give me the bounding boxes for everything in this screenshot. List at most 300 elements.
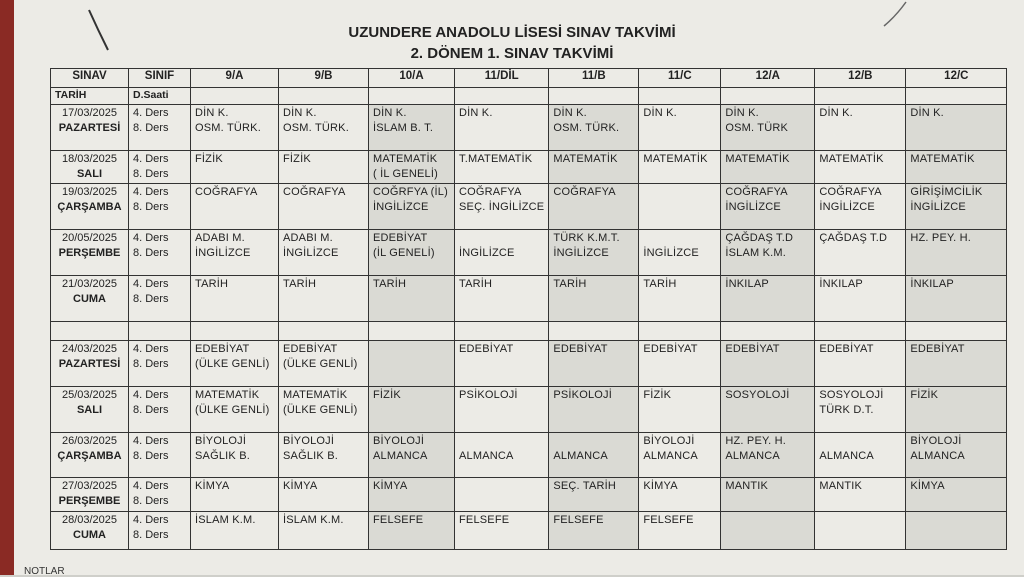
exam-subject-cell <box>906 276 1007 322</box>
exam-subject <box>819 528 901 543</box>
schedule-row <box>51 478 1007 512</box>
exam-subject-cell <box>279 230 369 276</box>
exam-date: 19/03/2025 <box>61 186 118 198</box>
exam-subject: DİN K. <box>553 107 587 119</box>
exam-subject: İNGİLİZCE <box>819 201 875 213</box>
exam-subject <box>910 403 1002 418</box>
exam-subject <box>553 528 634 543</box>
exam-subject <box>910 528 1002 543</box>
exam-date-cell <box>51 512 129 550</box>
exam-subject: MANTIK <box>819 480 863 492</box>
exam-subject <box>553 167 634 182</box>
exam-subject: EDEBİYAT <box>725 343 780 355</box>
exam-date-cell <box>51 230 129 276</box>
schedule-row <box>51 151 1007 184</box>
exam-subject <box>195 200 274 215</box>
exam-subject <box>283 167 364 182</box>
exam-day: CUMA <box>73 293 106 305</box>
exam-subject-cell <box>815 151 906 184</box>
exam-subject <box>373 342 450 357</box>
binding-edge <box>0 0 14 575</box>
exam-subject-cell <box>639 387 721 433</box>
exam-subject <box>373 292 450 307</box>
exam-subject-cell <box>191 105 279 151</box>
exam-subject-cell <box>279 341 369 387</box>
exam-subject-cell <box>549 230 639 276</box>
header-date-sub: TARİH <box>51 88 129 105</box>
exam-subject-cell <box>369 230 455 276</box>
exam-subject-cell <box>455 341 549 387</box>
exam-subject: OSM. TÜRK. <box>195 122 261 134</box>
exam-subject <box>283 528 364 543</box>
exam-subject <box>819 167 901 182</box>
exam-date: 24/03/2025 <box>61 343 118 355</box>
exam-subject: FİZİK <box>643 389 672 401</box>
lesson-hour: 8. Ders <box>133 495 169 507</box>
exam-subject <box>195 494 274 509</box>
exam-subject <box>643 357 716 372</box>
lesson-hour: 8. Ders <box>133 404 169 416</box>
exam-subject <box>643 528 716 543</box>
exam-subject: EDEBİYAT <box>459 343 514 355</box>
exam-subject: FİZİK <box>195 153 223 165</box>
exam-subject: FELSEFE <box>643 514 694 526</box>
lesson-hour: 8. Ders <box>133 201 169 213</box>
exam-subject: PSİKOLOJİ <box>553 389 612 401</box>
lesson-hour: 8. Ders <box>133 358 169 370</box>
exam-subject-cell <box>906 151 1007 184</box>
schedule-row <box>51 184 1007 230</box>
exam-schedule-table <box>50 68 1007 550</box>
exam-subject: MATEMATİK <box>373 153 438 165</box>
exam-subtitle: 2. DÖNEM 1. SINAV TAKVİMİ <box>410 45 614 62</box>
header-class-col: 12/B <box>815 69 906 88</box>
exam-subject <box>459 292 544 307</box>
exam-subject: MANTIK <box>725 480 769 492</box>
header-class-col: 9/A <box>191 69 279 88</box>
header-class-col: 10/A <box>369 69 455 88</box>
exam-subject: ADABI M. <box>283 232 333 244</box>
exam-subject: İNGİLİZCE <box>283 247 339 259</box>
exam-subject <box>910 357 1002 372</box>
exam-subject: MATEMATİK <box>910 153 975 165</box>
exam-subject-cell <box>191 433 279 478</box>
exam-subject-cell <box>455 478 549 512</box>
exam-subject: FELSEFE <box>373 514 424 526</box>
exam-subject-cell <box>279 478 369 512</box>
lesson-hour: 4. Ders <box>133 153 169 165</box>
exam-subject <box>819 513 901 528</box>
lesson-hour: 8. Ders <box>133 529 169 541</box>
exam-subject: ALMANCA <box>553 450 608 462</box>
schedule-row <box>51 433 1007 478</box>
exam-subject <box>725 357 810 372</box>
exam-subject-cell <box>639 433 721 478</box>
schedule-row <box>51 230 1007 276</box>
exam-subject-cell <box>639 105 721 151</box>
exam-subject <box>910 494 1002 509</box>
exam-subject: DİN K. <box>459 107 493 119</box>
exam-day: SALI <box>76 168 103 180</box>
exam-subject-cell <box>549 151 639 184</box>
exam-subject <box>819 292 901 307</box>
exam-subject: İNGİLİZCE <box>373 201 429 213</box>
schedule-row <box>51 105 1007 151</box>
exam-subject: PSİKOLOJİ <box>459 389 518 401</box>
exam-subject <box>459 167 544 182</box>
exam-subject-cell <box>455 276 549 322</box>
exam-subject: SOSYOLOJİ <box>819 389 884 401</box>
schedule-row <box>51 276 1007 322</box>
exam-subject-cell <box>455 105 549 151</box>
exam-subject-cell <box>369 276 455 322</box>
exam-date-cell <box>51 105 129 151</box>
exam-subject: EDEBİYAT <box>643 343 698 355</box>
header-class-col: 12/A <box>721 69 815 88</box>
exam-date-cell <box>51 151 129 184</box>
exam-subject: COĞRAFYA <box>819 186 882 198</box>
exam-subject: DİN K. <box>195 107 229 119</box>
exam-subject: SOSYOLOJİ <box>725 389 790 401</box>
exam-subject: BİYOLOJİ <box>643 435 695 447</box>
exam-subject: SAĞLIK B. <box>283 450 338 462</box>
exam-subject-cell <box>191 512 279 550</box>
exam-subject-cell <box>906 341 1007 387</box>
exam-subject-cell <box>721 387 815 433</box>
exam-day: ÇARŞAMBA <box>57 450 122 462</box>
exam-subject-cell <box>815 512 906 550</box>
lesson-hours-cell <box>129 276 191 322</box>
exam-subject-cell <box>906 184 1007 230</box>
exam-subject <box>195 292 274 307</box>
exam-subject <box>459 494 544 509</box>
lesson-hour: 4. Ders <box>133 435 169 447</box>
exam-subject <box>195 528 274 543</box>
exam-subject <box>643 167 716 182</box>
exam-subject: MATEMATİK <box>725 153 790 165</box>
exam-date: 17/03/2025 <box>61 107 118 119</box>
exam-subject-cell <box>639 478 721 512</box>
exam-subject: TARİH <box>373 278 407 290</box>
exam-date: 26/03/2025 <box>61 435 118 447</box>
lesson-hours-cell <box>129 230 191 276</box>
exam-subject: ALMANCA <box>643 450 698 462</box>
exam-subject: SEÇ. TARİH <box>553 480 617 492</box>
exam-subject: İNGİLİZCE <box>643 247 699 259</box>
exam-subject <box>643 185 716 200</box>
lesson-hour: 4. Ders <box>133 278 169 290</box>
exam-subject <box>459 121 544 136</box>
subheader-row <box>51 88 1007 105</box>
exam-subject: COĞRAFYA <box>283 186 346 198</box>
exam-subject-cell <box>279 387 369 433</box>
exam-subject <box>553 434 634 449</box>
lesson-hours-cell <box>129 151 191 184</box>
exam-subject-cell <box>369 387 455 433</box>
lesson-hours-cell <box>129 341 191 387</box>
exam-date: 28/03/2025 <box>61 514 118 526</box>
exam-subject-cell <box>721 433 815 478</box>
exam-subject: BİYOLOJİ <box>373 435 425 447</box>
exam-subject-cell <box>191 151 279 184</box>
exam-subject-cell <box>639 184 721 230</box>
exam-subject-cell <box>549 105 639 151</box>
exam-subject-cell <box>369 478 455 512</box>
exam-subject-cell <box>815 433 906 478</box>
exam-subject: GİRİŞİMCİLİK <box>910 186 983 198</box>
exam-subject: İSLAM K.M. <box>725 247 787 259</box>
notes-label: NOTLAR <box>24 566 65 577</box>
exam-subject: TARİH <box>459 278 493 290</box>
exam-date: 20/05/2025 <box>61 232 118 244</box>
exam-subject <box>373 528 450 543</box>
exam-subject: OSM. TÜRK <box>725 122 789 134</box>
exam-subject: MATEMATİK <box>553 153 618 165</box>
exam-subject: DİN K. <box>373 107 407 119</box>
exam-subject <box>195 167 274 182</box>
exam-subject-cell <box>721 151 815 184</box>
lesson-hour: 8. Ders <box>133 168 169 180</box>
exam-subject-cell <box>721 276 815 322</box>
exam-subject-cell <box>191 387 279 433</box>
exam-subject: MATEMATİK <box>283 389 348 401</box>
exam-subject: MATEMATİK <box>643 153 708 165</box>
exam-subject: EDEBİYAT <box>910 343 965 355</box>
exam-subject: COĞRAFYA <box>195 186 258 198</box>
exam-subject-cell <box>549 341 639 387</box>
exam-subject: İNKILAP <box>725 278 769 290</box>
exam-subject-cell <box>279 276 369 322</box>
exam-day: PAZARTESİ <box>58 358 121 370</box>
exam-subject-cell <box>721 478 815 512</box>
lesson-hour: 4. Ders <box>133 186 169 198</box>
exam-date: 27/03/2025 <box>61 480 118 492</box>
lesson-hours-cell <box>129 184 191 230</box>
lesson-hour: 4. Ders <box>133 343 169 355</box>
exam-subject <box>910 292 1002 307</box>
exam-subject-cell <box>815 276 906 322</box>
exam-subject-cell <box>455 433 549 478</box>
exam-subject: KİMYA <box>195 480 230 492</box>
exam-subject-cell <box>906 478 1007 512</box>
exam-subject-cell <box>906 433 1007 478</box>
header-class-col: 11/DİL <box>455 69 549 88</box>
exam-subject <box>910 167 1002 182</box>
exam-subject-cell <box>639 341 721 387</box>
exam-subject-cell <box>455 184 549 230</box>
lesson-hours-cell <box>129 512 191 550</box>
lesson-hour: 4. Ders <box>133 514 169 526</box>
exam-subject-cell <box>549 387 639 433</box>
exam-subject: İNGİLİZCE <box>459 247 515 259</box>
lesson-hour: 8. Ders <box>133 247 169 259</box>
exam-subject: TARİH <box>553 278 587 290</box>
exam-subject: İNKILAP <box>910 278 954 290</box>
exam-subject-cell <box>369 512 455 550</box>
exam-subject-cell <box>549 184 639 230</box>
exam-subject-cell <box>369 184 455 230</box>
exam-subject <box>910 121 1002 136</box>
exam-subject-cell <box>455 151 549 184</box>
exam-subject-cell <box>815 341 906 387</box>
exam-subject: İSLAM K.M. <box>195 514 256 526</box>
exam-day: PERŞEMBE <box>58 247 121 259</box>
exam-day: CUMA <box>73 529 106 541</box>
header-class: SINIF <box>129 69 191 88</box>
exam-subject: SEÇ. İNGİLİZCE <box>459 201 545 213</box>
exam-subject <box>373 357 450 372</box>
exam-subject: İNGİLİZCE <box>553 247 609 259</box>
exam-subject: MATEMATİK <box>819 153 884 165</box>
exam-date-cell <box>51 478 129 512</box>
exam-subject-cell <box>815 184 906 230</box>
lesson-hour: 4. Ders <box>133 480 169 492</box>
exam-subject: FELSEFE <box>553 514 604 526</box>
exam-subject <box>725 292 810 307</box>
exam-subject <box>459 231 544 246</box>
exam-subject-cell <box>815 478 906 512</box>
exam-subject-cell <box>191 478 279 512</box>
exam-subject: EDEBİYAT <box>373 232 428 244</box>
exam-subject-cell <box>455 230 549 276</box>
week-separator-row <box>51 322 1007 341</box>
lesson-hour: 4. Ders <box>133 389 169 401</box>
exam-subject <box>553 494 634 509</box>
exam-subject: TÜRK D.T. <box>819 404 874 416</box>
exam-subject: ALMANCA <box>819 450 874 462</box>
schedule-row <box>51 341 1007 387</box>
lesson-hour: 4. Ders <box>133 232 169 244</box>
exam-date-cell <box>51 184 129 230</box>
exam-subject: DİN K. <box>819 107 853 119</box>
exam-subject-cell <box>279 151 369 184</box>
header-hour-sub: D.Saati <box>129 88 191 105</box>
exam-day: SALI <box>76 404 103 416</box>
exam-subject: TARİH <box>283 278 317 290</box>
exam-subject-cell <box>721 230 815 276</box>
header-class-col: 11/B <box>549 69 639 88</box>
exam-subject-cell <box>639 230 721 276</box>
exam-subject: İSLAM B. T. <box>373 122 434 134</box>
exam-subject-cell <box>721 341 815 387</box>
exam-subject: (ÜLKE GENLİ) <box>283 358 358 370</box>
exam-subject: İNGİLİZCE <box>910 201 966 213</box>
exam-subject: HZ. PEY. H. <box>910 232 972 244</box>
exam-subject-cell <box>369 105 455 151</box>
exam-subject: ALMANCA <box>459 450 514 462</box>
exam-day: ÇARŞAMBA <box>57 201 122 213</box>
exam-subject: DİN K. <box>283 107 317 119</box>
exam-subject: İNGİLİZCE <box>195 247 251 259</box>
exam-subject <box>459 403 544 418</box>
exam-subject: TARİH <box>195 278 229 290</box>
exam-subject-cell <box>639 151 721 184</box>
exam-subject-cell <box>815 387 906 433</box>
exam-subject: KİMYA <box>373 480 408 492</box>
exam-subject: KİMYA <box>643 480 678 492</box>
exam-subject: KİMYA <box>283 480 318 492</box>
exam-date-cell <box>51 341 129 387</box>
header-row <box>51 69 1007 88</box>
exam-subject <box>643 121 716 136</box>
schedule-row <box>51 387 1007 433</box>
exam-subject: DİN K. <box>910 107 944 119</box>
header-date: SINAV <box>51 69 129 88</box>
exam-subject: DİN K. <box>643 107 677 119</box>
exam-subject <box>725 494 810 509</box>
exam-subject-cell <box>549 276 639 322</box>
exam-subject: İNGİLİZCE <box>725 201 781 213</box>
exam-day: PAZARTESİ <box>58 122 121 134</box>
schedule-row <box>51 512 1007 550</box>
exam-subject <box>819 434 901 449</box>
exam-date: 21/03/2025 <box>61 278 118 290</box>
exam-subject <box>459 479 544 494</box>
exam-subject: COĞRAFYA <box>725 186 788 198</box>
exam-subject-cell <box>906 512 1007 550</box>
exam-subject <box>283 494 364 509</box>
exam-subject: COĞRAFYA <box>553 186 616 198</box>
exam-subject-cell <box>906 230 1007 276</box>
exam-subject: SAĞLIK B. <box>195 450 250 462</box>
exam-subject <box>725 403 810 418</box>
exam-subject-cell <box>815 105 906 151</box>
exam-subject <box>725 167 810 182</box>
exam-date: 25/03/2025 <box>61 389 118 401</box>
exam-subject: KİMYA <box>910 480 945 492</box>
exam-subject: (ÜLKE GENLİ) <box>195 404 270 416</box>
exam-subject-cell <box>906 387 1007 433</box>
exam-subject: EDEBİYAT <box>819 343 874 355</box>
exam-subject: T.MATEMATİK <box>459 153 533 165</box>
exam-date-cell <box>51 433 129 478</box>
exam-subject <box>910 513 1002 528</box>
exam-subject-cell <box>815 230 906 276</box>
exam-subject-cell <box>191 184 279 230</box>
exam-subject <box>725 513 810 528</box>
school-title: UZUNDERE ANADOLU LİSESİ SINAV TAKVİMİ <box>348 24 676 41</box>
exam-subject <box>553 292 634 307</box>
exam-subject <box>643 231 716 246</box>
exam-subject <box>725 528 810 543</box>
exam-subject: FİZİK <box>373 389 401 401</box>
exam-subject-cell <box>279 105 369 151</box>
exam-subject: COĞRAFYA <box>459 186 522 198</box>
exam-subject: BİYOLOJİ <box>283 435 335 447</box>
exam-subject-cell <box>279 184 369 230</box>
exam-subject <box>373 403 450 418</box>
lesson-hour: 8. Ders <box>133 450 169 462</box>
header-class-col: 11/C <box>639 69 721 88</box>
exam-subject-cell <box>369 433 455 478</box>
lesson-hour: 8. Ders <box>133 293 169 305</box>
exam-subject-cell <box>721 184 815 230</box>
exam-subject-cell <box>191 276 279 322</box>
lesson-hours-cell <box>129 478 191 512</box>
exam-subject: ( İL GENELİ) <box>373 168 438 180</box>
exam-subject: (İL GENELİ) <box>373 247 435 259</box>
exam-subject: EDEBİYAT <box>195 343 250 355</box>
exam-subject <box>459 357 544 372</box>
exam-subject-cell <box>639 276 721 322</box>
exam-subject: ÇAĞDAŞ T.D <box>819 232 888 244</box>
exam-subject <box>459 528 544 543</box>
lesson-hour: 8. Ders <box>133 122 169 134</box>
exam-subject <box>373 494 450 509</box>
exam-subject: ÇAĞDAŞ T.D <box>725 232 794 244</box>
header-class-col: 12/C <box>906 69 1007 88</box>
exam-subject <box>553 403 634 418</box>
